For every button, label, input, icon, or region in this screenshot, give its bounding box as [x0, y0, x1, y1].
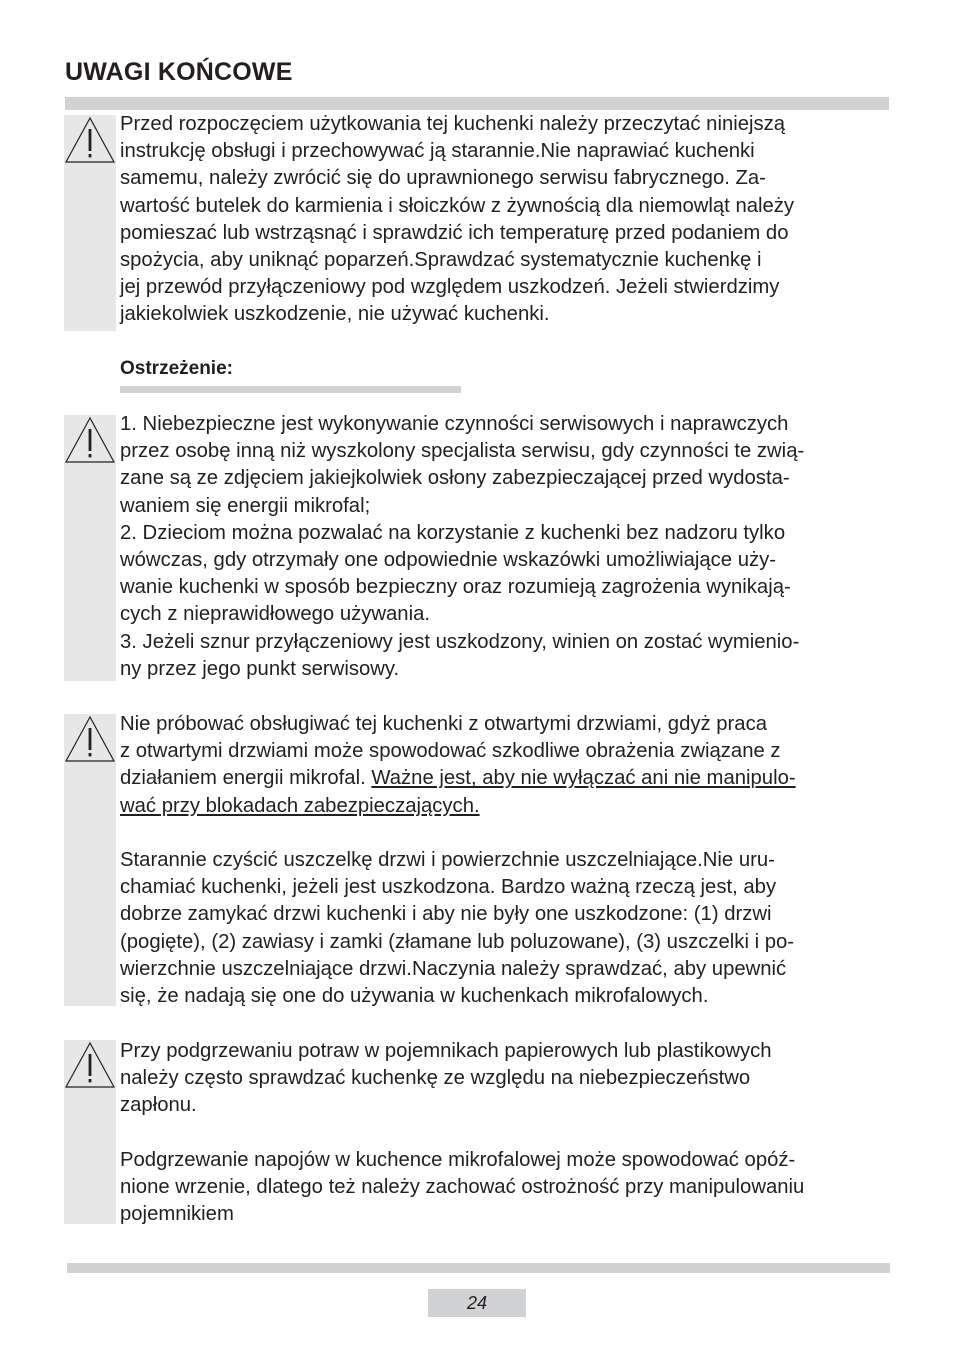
paragraph-gap [120, 1120, 892, 1147]
warning-triangle-icon [64, 116, 116, 164]
text-line: wartość butelek do karmienia i słoiczków z żywnością dla niemowląt należy [120, 194, 795, 217]
warning-triangle-icon [64, 715, 116, 763]
text-line: nione wrzenie, dlatego też należy zachować ostrożność przy manipulowaniu [120, 1176, 805, 1198]
text-line [120, 765, 892, 792]
text-line: przez osobę inną niż wyszkolony specjalista serwisu, gdy czynności te zwią- [120, 440, 805, 463]
text-line: się, że nadają się one do używania w kuchenkach mikrofalowych. [120, 985, 709, 1008]
text-line: chamiać kuchenki, jeżeli jest uszkodzona. Bardzo ważną rzeczą jest, aby [120, 876, 777, 899]
text-line: jakiekolwiek uszkodzenie, nie używać kuchenki. [120, 303, 550, 326]
underlined-notice: Ważne jest, aby nie wyłączać ani nie manipulo- [371, 767, 796, 790]
warning-triangle-icon [64, 1041, 116, 1089]
text-line: Przed rozpoczęciem użytkowania tej kuchenki należy przeczytać niniejszą [120, 113, 786, 135]
text-line: Podgrzewanie napojów w kuchence mikrofalowej może spowodować opóź- [120, 1148, 796, 1171]
warning-heading: Ostrzeżenie: [120, 358, 233, 379]
text-line: należy często sprawdzać kuchenkę ze względu na niebezpieczeństwo [120, 1067, 751, 1090]
paragraph-gap [120, 820, 892, 847]
text-line: Starannie czyścić uszczelkę drzwi i powierzchnie uszczelniające.Nie uru- [120, 849, 775, 871]
text-line: spożycia, aby uniknąć poparzeń.Sprawdzać systematycznie kuchenkę i [120, 249, 762, 272]
text-line: wówczas, gdy otrzymały one odpowiednie wskazówki umożliwiające uży- [120, 549, 777, 572]
text-line: Przy podgrzewaniu potraw w pojemnikach papierowych lub plastikowych [120, 1040, 772, 1062]
text-line: pomieszać lub wstrząsnąć i sprawdzić ich temperaturę przed podaniem do [120, 221, 789, 244]
text-line: dobrze zamykać drzwi kuchenki i aby nie były one uszkodzone: (1) drzwi [120, 903, 772, 926]
footer-rule [67, 1263, 890, 1273]
text-line: 2. Dzieciom można pozwalać na korzystanie z kuchenki bez nadzoru tylko [120, 521, 786, 544]
text-line: wierzchnie uszczelniające drzwi.Naczynia należy sprawdzać, aby upewnić [120, 957, 787, 980]
text-line [120, 793, 892, 820]
text-line: Nie próbować obsługiwać tej kuchenki z otwartymi drzwiami, gdyż praca [120, 713, 768, 735]
text-line: jej przewód przyłączeniowy pod względem uszkodzeń. Jeżeli stwierdzimy [120, 276, 780, 299]
text-line: 3. Jeżeli sznur przyłączeniowy jest uszkodzony, winien on zostać wymienio- [120, 630, 800, 653]
text-line: instrukcję obsługi i przechowywać ją starannie.Nie naprawiać kuchenki [120, 140, 755, 163]
text-line: zane są ze zdjęciem jakiejkolwiek osłony zabezpieczającej przed wydosta- [120, 467, 790, 490]
warning-heading-rule [120, 386, 461, 393]
text-line: z otwartymi drzwiami może spowodować szkodliwe obrażenia związane z [120, 740, 781, 763]
page-title: UWAGI KOŃCOWE [65, 58, 293, 86]
text-span: działaniem energii mikrofal. [120, 767, 372, 790]
heating-text [120, 1038, 892, 1228]
text-line: samemu, należy zwrócić się do uprawnionego serwisu fabrycznego. Za- [120, 167, 766, 190]
door-text [120, 711, 892, 1010]
text-line: zapłonu. [120, 1094, 197, 1117]
text-line: ny przez jego punkt serwisowy. [120, 657, 400, 680]
text-line: pojemnikiem [120, 1203, 234, 1226]
intro-text [120, 111, 892, 329]
warning-text [120, 411, 892, 683]
text-line: 1. Niebezpieczne jest wykonywanie czynności serwisowych i naprawczych [120, 413, 789, 435]
text-line: cych z nieprawidłowego używania. [120, 603, 431, 626]
title-rule [65, 97, 889, 110]
text-line: waniem się energii mikrofal; [120, 494, 371, 517]
underlined-notice: wać przy blokadach zabezpieczających. [120, 794, 480, 817]
page-number: 24 [428, 1289, 526, 1317]
text-line: wanie kuchenki w sposób bezpieczny oraz rozumieją zagrożenia wynikają- [120, 576, 791, 599]
text-line: (pogięte), (2) zawiasy i zamki (złamane lub poluzowane), (3) uszczelki i po- [120, 930, 795, 953]
warning-triangle-icon [64, 416, 116, 464]
